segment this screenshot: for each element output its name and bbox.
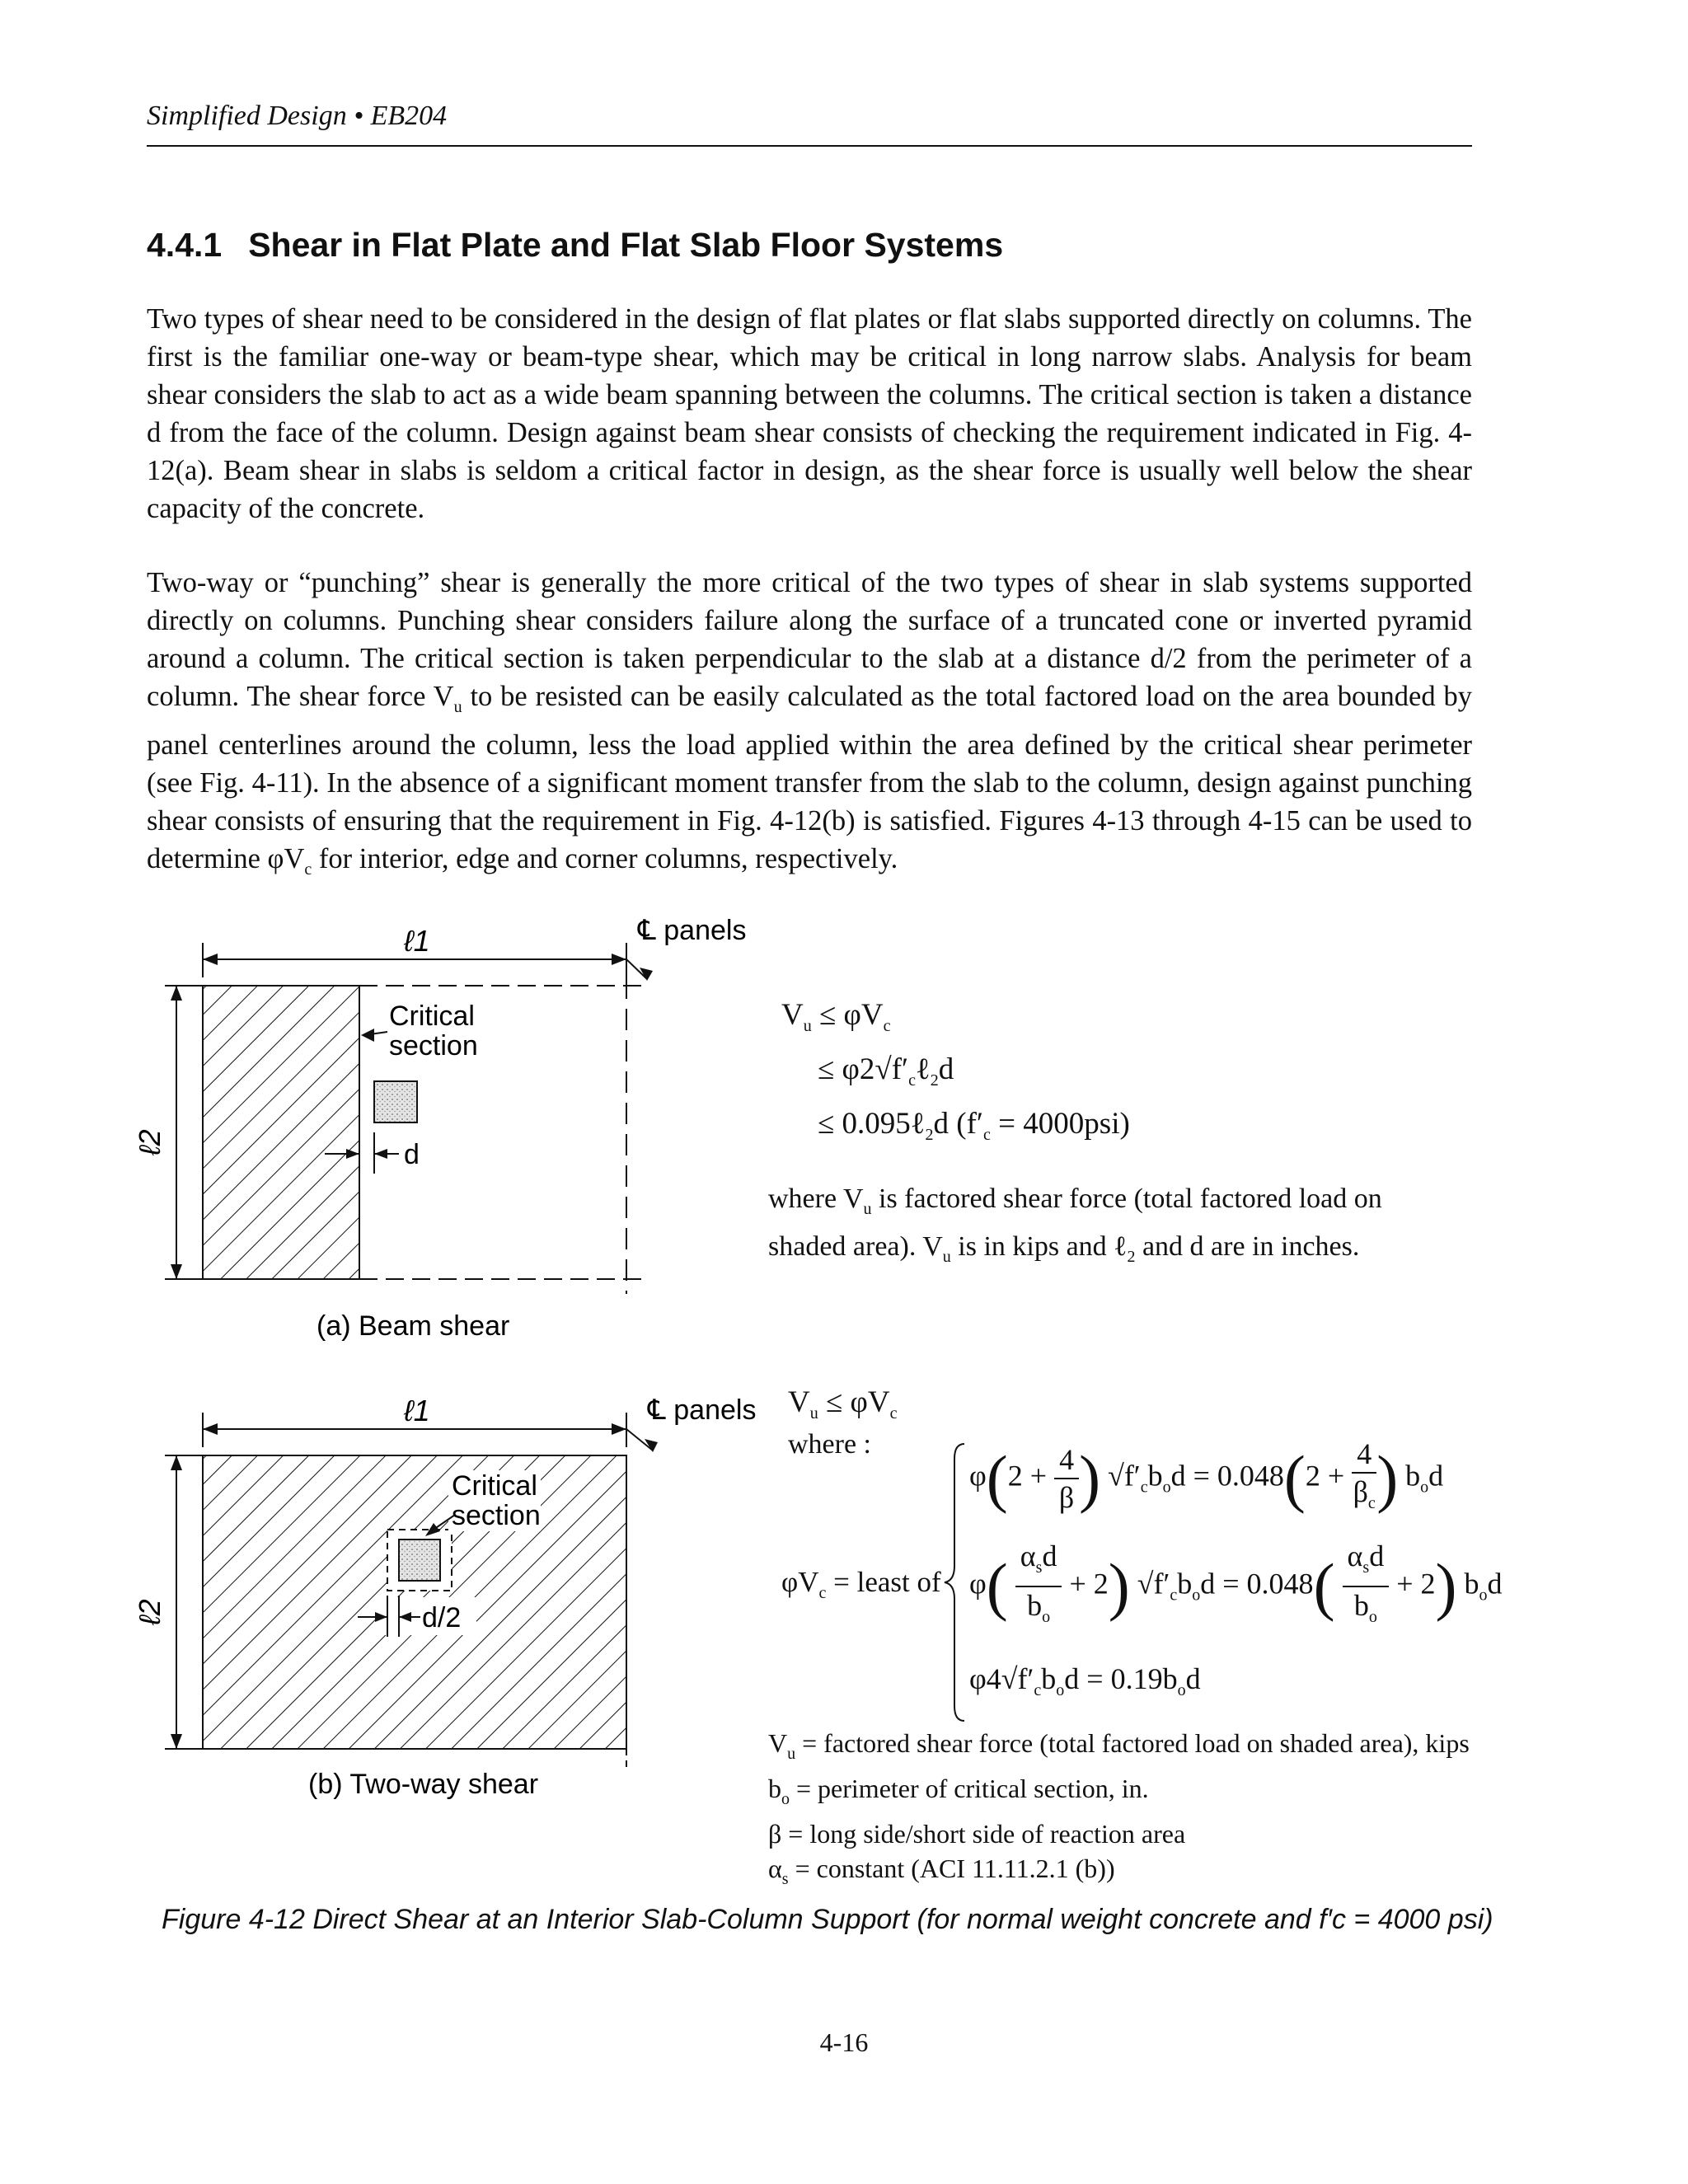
legend-item-vu: $V_u$ = factored shear force (total factored load on shaded area), kips	[768, 1728, 1470, 1763]
two-way-shear-diagram	[133, 1385, 775, 1813]
critical-label-line1: Critical	[389, 1001, 475, 1032]
diagram-a-caption: (a) Beam shear	[316, 1310, 510, 1342]
running-header: Simplified Design • EB204	[147, 101, 448, 131]
p2-part-b: to be resisted can be easily calculated as the total factored load on the area bounded by panel centerlines around the column, less the load applied within the area defined by the critical shear perimeter (see Fig. 4-11). In the absence of a significant moment transfer from the slab to the column, design against punching shear consists of ensuring that the requirement in Fig. 4-12(b) is satisfied. Figures 4-13 through 4-15 can be used to determine φV	[147, 681, 1472, 874]
cl-arrow-line	[626, 1429, 653, 1451]
l2-arrow-bottom	[171, 1734, 182, 1749]
p2-sub-c: c	[304, 860, 312, 879]
eq-a-line3: ≤ 0.095ℓ$_2$d $(f'_c = 4000psi)$	[818, 1107, 1130, 1144]
eq-b-phivc: $\varphi V_c$ = least of	[781, 1566, 941, 1602]
legend-item-bo: $b_o$ = perimeter of critical section, in.	[768, 1774, 1149, 1808]
critical-label-line2: section	[389, 1030, 478, 1062]
header-rule	[147, 145, 1472, 147]
l2-label: ℓ2	[133, 1599, 166, 1625]
p2-sub-u: u	[453, 698, 462, 716]
figure-caption: Figure 4-12 Direct Shear at an Interior Slab-Column Support (for normal weight concrete and f′c = 4000 psi)	[162, 1904, 1493, 1935]
l1-label: ℓ1	[404, 1394, 430, 1427]
p2-part-c: for interior, edge and corner columns, respectively.	[312, 843, 898, 874]
paragraph-beam-shear: Two types of shear need to be considered in the design of flat plates or flat slabs supported directly on columns. The first is the familiar one-way or beam-type shear, which may be critical in long narrow slabs. Analysis for beam shear considers the slab to act as a wide beam spanning between the columns. The critical section is taken a distance d from the face of the column. Design against beam shear consists of checking the requirement indicated in Fig. 4-12(a). Beam shear in slabs is seldom a critical factor in design, as the shear force is usually well below the shear capacity of the concrete.	[147, 303, 1472, 524]
p2-part-a: Two-way or “punching” shear is generally the more critical of the two types of shear in slab systems supported directly on columns. Punching shear considers failure along the surface of a truncated cone or inverted pyramid around a column. The critical section is taken perpendicular to the slab at a distance d/2 from the perimeter of a column. The shear force V	[147, 567, 1472, 712]
d-label: d	[404, 1139, 420, 1170]
eq-a-line1: $V_u \le \varphi V_c$	[781, 998, 891, 1035]
paragraph-punching-shear	[147, 564, 1472, 888]
d2-label: d/2	[422, 1602, 462, 1633]
eq-a-note: where $V_u$ is factored shear force (total factored load on shaded area). $V_u$ is in kips and ℓ$_2$ and d are in inches.	[768, 1183, 1382, 1266]
cl-panels-label: ℄ panels	[638, 915, 747, 946]
eq-b-line1: $V_u \le \varphi V_c$	[788, 1385, 898, 1422]
l2-arrow-bottom	[171, 1264, 182, 1279]
eq-b-option2: φ( $\frac{\alpha_sd}{b_o}$ + 2) $√f'_cb_od = 0.048$( $\frac{\alpha_sd}{b_o}$ + 2) $b_od$	[969, 1540, 1503, 1626]
eq-a-line2: ≤ $\varphi 2√f'_c\ell_2d$	[818, 1052, 954, 1090]
column-square	[399, 1540, 440, 1581]
eq-b-option3: $\varphi 4√f'_cb_od = 0.19b_od$	[969, 1662, 1201, 1699]
l1-arrow-right	[612, 1423, 626, 1435]
l2-label: ℓ2	[133, 1129, 166, 1155]
l1-label: ℓ1	[404, 924, 430, 958]
page-number: 4-16	[819, 2027, 869, 2057]
shaded-region	[203, 986, 359, 1279]
section-heading	[147, 226, 1003, 265]
column-square	[374, 1081, 417, 1122]
legend-item-alpha: $\alpha_s$ = constant (ACI 11.11.2.1 (b))	[768, 1854, 1115, 1888]
cl-panels-label: ℄ panels	[648, 1394, 757, 1426]
critical-label-line2: section	[452, 1500, 541, 1531]
eq-b-where: where :	[788, 1429, 872, 1460]
l2-arrow-top	[171, 986, 182, 1001]
critical-pointer-head	[361, 1029, 374, 1042]
d-arrowhead-right	[374, 1149, 387, 1159]
beam-shear-diagram	[133, 915, 775, 1343]
l2-arrow-top	[171, 1455, 182, 1470]
eq-b-option1: φ(2 + $\frac{4}{\beta}$ ) $√f'_cb_od = 0.048(2$ + $\frac{4}{\beta_c}$ ) $b_od$	[969, 1437, 1444, 1514]
legend-item-beta: β = long side/short side of reaction area	[768, 1819, 1186, 1849]
symbol-legend	[768, 1726, 1470, 1896]
l1-arrow-left	[203, 1423, 218, 1435]
section-title: Shear in Flat Plate and Flat Slab Floor Systems	[248, 226, 1004, 264]
critical-label-line1: Critical	[452, 1470, 537, 1502]
least-of-brace	[943, 1442, 968, 1722]
l1-arrow-left	[203, 954, 218, 965]
section-number: 4.4.1	[147, 226, 223, 264]
diagram-b-caption: (b) Two-way shear	[308, 1769, 539, 1800]
l1-arrow-right	[612, 954, 626, 965]
